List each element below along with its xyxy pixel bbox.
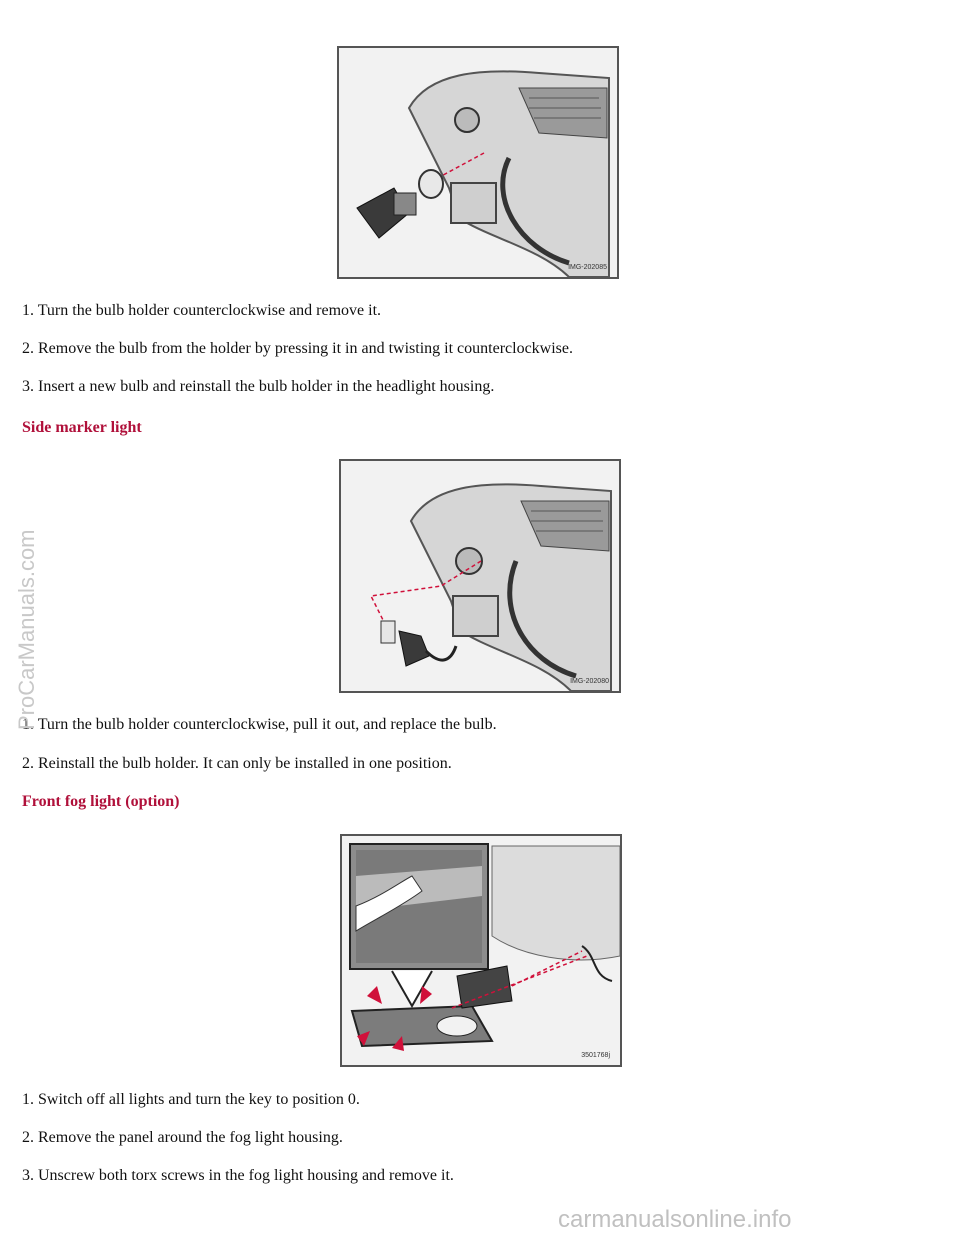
headlight-step-2: 2. Remove the bulb from the holder by pressing it in and twisting it counterclockwise. — [22, 340, 574, 357]
footer-watermark: carmanualsonline.info — [558, 1206, 792, 1233]
side-marker-heading: Side marker light — [22, 419, 142, 436]
figure-headlight-bulb — [337, 46, 619, 279]
watermark-text: ProCarManuals.com — [14, 529, 39, 730]
fog-light-step-1: 1. Switch off all lights and turn the key to position 0. — [22, 1091, 360, 1108]
fog-light-step-2: 2. Remove the panel around the fog light housing. — [22, 1129, 343, 1146]
figure-code: IMG-202080 — [570, 678, 609, 685]
fog-light-illustration — [342, 836, 620, 1065]
fog-light-step-3: 3. Unscrew both torx screws in the fog light housing and remove it. — [22, 1167, 454, 1184]
side-marker-illustration — [341, 461, 619, 691]
headlight-step-1: 1. Turn the bulb holder counterclockwise and remove it. — [22, 302, 382, 319]
headlight-bulb-illustration — [339, 48, 617, 277]
side-marker-step-2: 2. Reinstall the bulb holder. It can only be installed in one position. — [22, 755, 452, 772]
headlight-step-3: 3. Insert a new bulb and reinstall the bulb holder in the headlight housing. — [22, 378, 495, 395]
fog-light-heading: Front fog light (option) — [22, 793, 180, 810]
figure-side-marker — [339, 459, 621, 693]
side-marker-step-1: 1. Turn the bulb holder counterclockwise, pull it out, and replace the bulb. — [22, 716, 497, 733]
figure-code: IMG-202085 — [568, 264, 607, 271]
figure-fog-light — [340, 834, 622, 1067]
figure-code: 3501768j — [581, 1052, 610, 1059]
